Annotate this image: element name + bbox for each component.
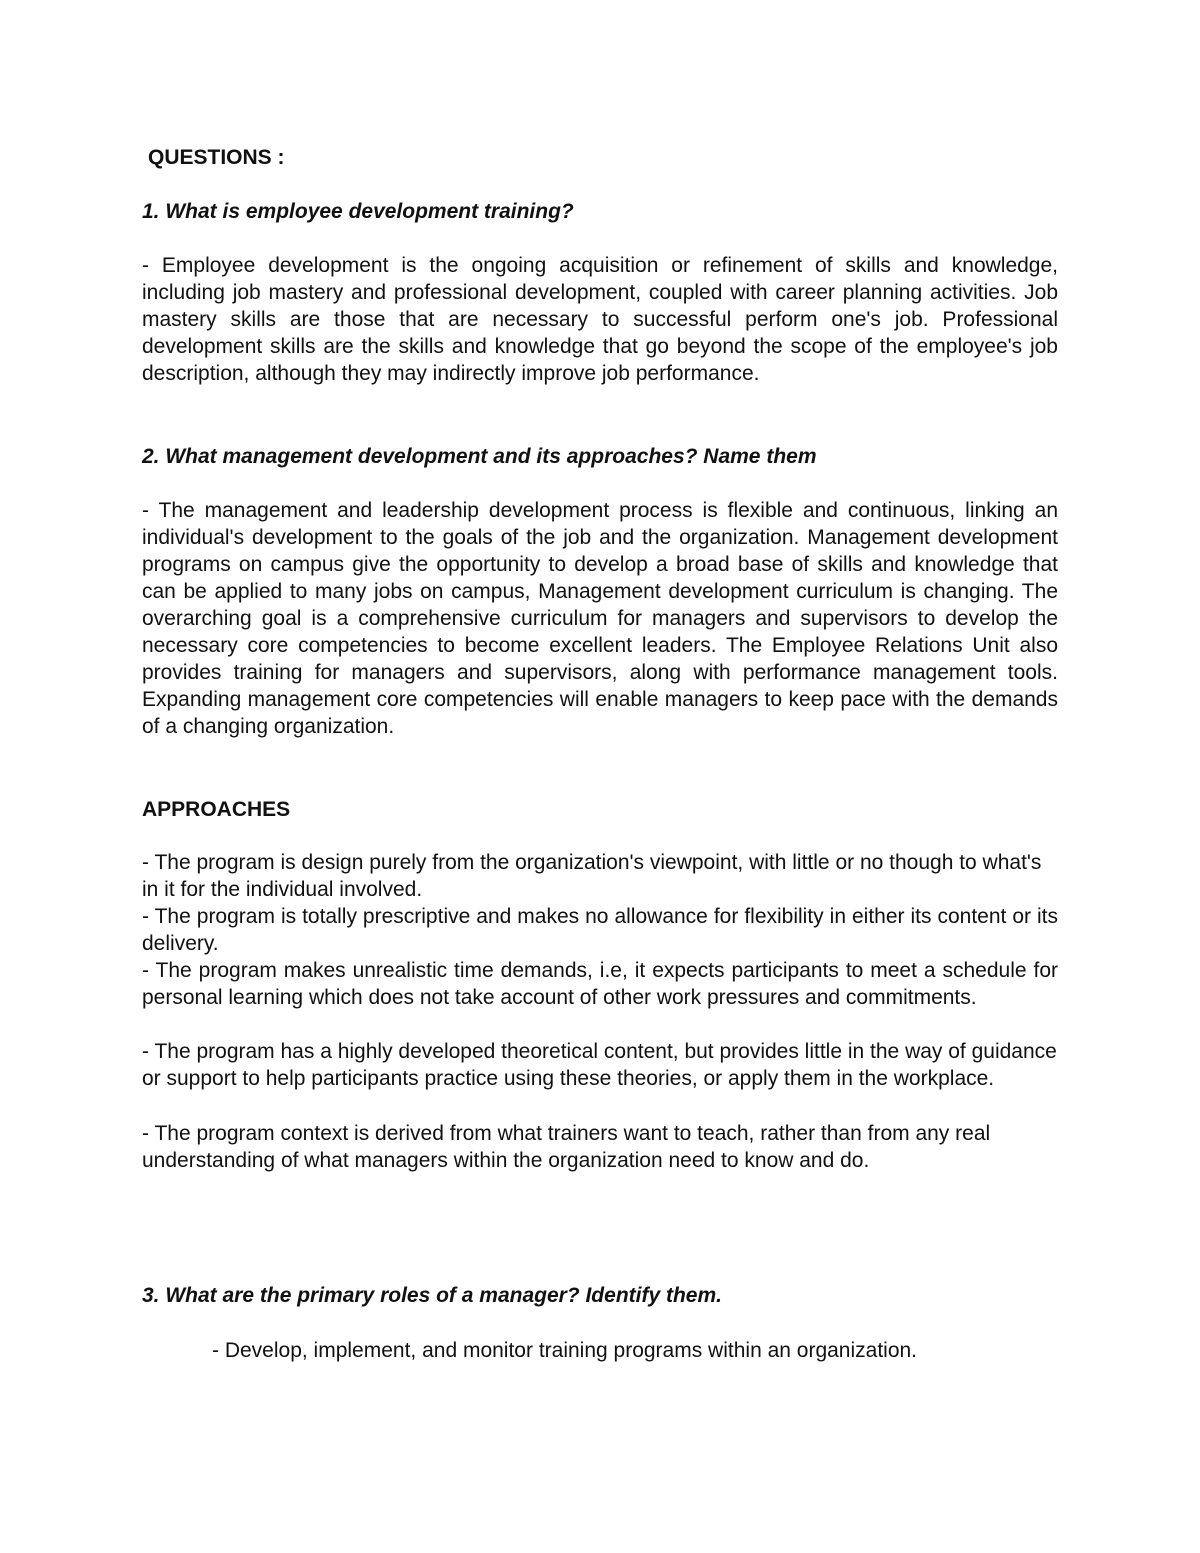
- answer-2: - The management and leadership development process is flexible and continuous, linking an individual's development to the goals of the job and the organization. Management development programs on campus give the opportunity to develop a broad base of skills and knowledge that can be applied to many jobs on campus, Management development curriculum is changing. The overarching goal is a comprehensive curriculum for managers and supervisors to develop the necessary core competencies to become excellent leaders. The Employee Relations Unit also provides training for managers and supervisors, along with performance management tools. Expanding management core competencies will enable managers to keep pace with the demands of a changing organization.: [142, 499, 1058, 738]
- answer-1: - Employee development is the ongoing acquisition or refinement of skills and knowledge, including job mastery and professional development, coupled with career planning activities. Job mastery skills are those that are necessary to successful perform one's job. Professional development skills are the skills and knowledge that go beyond the scope of the employee's job description, although they may indirectly improve job performance.: [142, 254, 1058, 385]
- approach-item: - The program has a highly developed theoretical content, but provides little in the way of guidance or support to help participants practice using these theories, or apply them in the workplace.: [142, 1040, 1057, 1090]
- approach-item: - The program makes unrealistic time demands, i.e, it expects participants to meet a schedule for personal learning which does not take account of other work pressures and commitments.: [142, 959, 1058, 1009]
- approach-item: - The program context is derived from what trainers want to teach, rather than from any real understanding of what managers within the organization need to know and do.: [142, 1122, 991, 1172]
- answer-3: - Develop, implement, and monitor training programs within an organization.: [212, 1339, 918, 1362]
- approach-item: - The program is design purely from the organization's viewpoint, with little or no though to what's in it for the individual involved.: [142, 851, 1042, 901]
- question-3: 3. What are the primary roles of a manager? Identify them.: [142, 1284, 722, 1307]
- question-1: 1. What is employee development training?: [142, 200, 574, 223]
- approaches-heading: APPROACHES: [142, 798, 291, 821]
- approach-item: - The program is totally prescriptive and makes no allowance for flexibility in either its content or its delivery.: [142, 905, 1058, 955]
- page-title: QUESTIONS :: [148, 146, 285, 169]
- question-2: 2. What management development and its approaches? Name them: [142, 445, 817, 468]
